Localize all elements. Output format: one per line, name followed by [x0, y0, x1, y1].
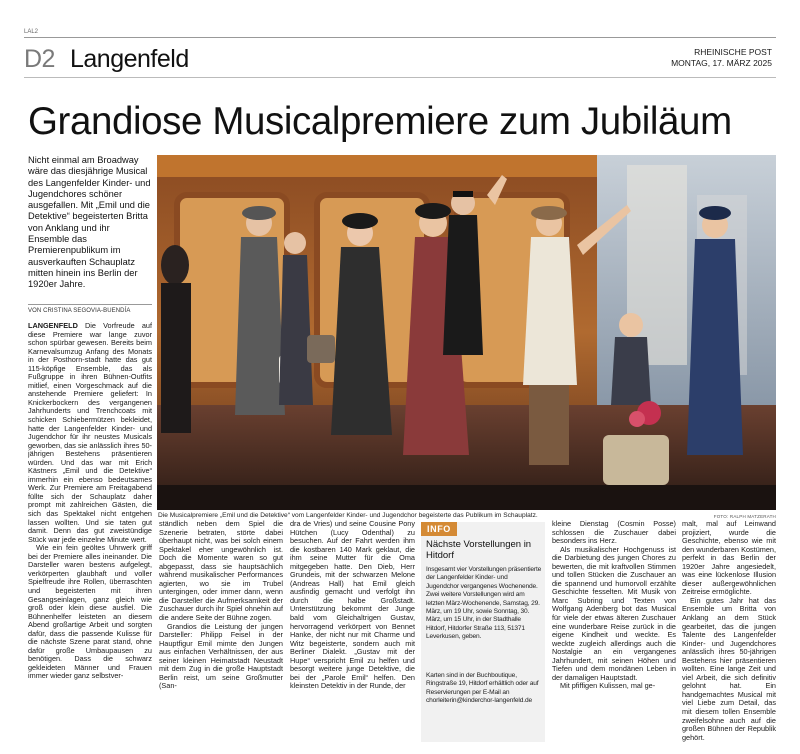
byline-rule: [28, 304, 152, 305]
paragraph: Als musikalischer Hochgenuss ist die Darbietung des jungen Chores zu bewerten, die mit kraftvollen Stimmen und tollen Stücken die Zuschauer an die spannend und humorvoll erzählte Geschichte fesselten. Mit Musik von Marc Subring und Texten von Wolfgang Adenberg bot das Musical für viele der etwas älteren Zuschauer eine wunderbare Reise zurück in die eigene Kindheit und weckte. Es weckte zugleich allerdings auch die Nostalgie an ein vergangenes Jahrhundert, mit seinen Höhen und Tiefen und dem mondänen Leben in der damaligen Hauptstadt.: [552, 544, 676, 682]
paragraph: Ein gutes Jahr hat das Ensemble um Britta von Anklang an dem Stück gearbeitet, das die jungen Talente des Langenfelder Kinder- und Jugendchores anlässlich ihres 50-jährigen Bestehens hier präsentieren wollten. Eine lange Zeit und viel Arbeit, die sich definitiv gelohnt hat. Ein handgemachtes Musical mit viel Liebe zum Detail, das mit diesem tollen Ensemble zweifelsohne auch auf die großen Bühnen der Republik gehört.: [682, 595, 776, 742]
paragraph: Wie ein fein geöltes Uhrwerk griff bei der Premiere alles ineinander. Die Darsteller waren bestens aufgelegt, verkörperten glaubhaft und voller Spielfreude ihre Rollen, überraschten und begeisterten mit ihren Gesangseinlagen, ganz gleich wie groß oder klein diese ausfiel. Die Bühnenhelfer leisteten an diesem Abend großartige Arbeit und sorgten dafür, dass die passende Kulisse für die nächste Szene parat stand, ohne dafür große Umbaupausen zu benötigen. Dass die schwarz gekleideten Männer und Frauen immer wieder ganz selbstver-: [28, 543, 152, 681]
paragraph: kleine Dienstag (Cosmin Posse) schlossen die Zuschauer dabei besonders ins Herz.: [552, 520, 676, 546]
page-code: LAL2: [24, 29, 39, 35]
top-rule: [24, 37, 776, 38]
section-code: D2: [24, 45, 55, 73]
byline: VON CRISTINA SEGOVIA-BUENDÍA: [28, 308, 131, 314]
article-column-1: [28, 322, 152, 742]
photo-caption: Die Musicalpremiere „Emil und die Detektive“ vom Langenfelder Kinder- und Jugendchor begeisterte das Publikum im Schauplatz.: [158, 512, 538, 519]
section-name: Langenfeld: [70, 45, 189, 73]
issue-date: MONTAG, 17. MÄRZ 2025: [671, 58, 772, 68]
article-teaser: Nicht einmal am Broadway wäre das diesjährige Musical des Langenfelder Kinder- und Jugendchores schöner ausgefallen. Mit „Emil und die Detektive“ begeisterten Britta von Anklang und ihr Ensemble das Premierenpublikum im ausverkauften Schauplatz mitten hinein ins Berlin der 1920er Jahre.: [28, 155, 151, 290]
paragraph: Mit pfiffigen Kulissen, mal ge-: [560, 681, 656, 691]
paragraph: malt, mal auf Leinwand projiziert, wurde die Geschichte, ebenso wie mit den wunderbaren Kostümen, perfekt in das Berlin der 1920er Jahre angesiedelt, was eine lückenlose Illusion dieser außergewöhnlichen Zeitreise ermöglichte.: [682, 520, 776, 597]
info-body: Insgesamt vier Vorstellungen präsentierte der Langenfelder Kinder- und Jugendchor vergangenes Wochenende. Zwei weitere Vorstellungen wird am letzten März-Wochenende, Samstag, 29. März, um 19 Uhr, sowie Sonntag, 30. März, um 15 Uhr, in der Stadthalle Hitdorf, Hitdorfer Straße 113, 51371 Leverkusen, geben.: [426, 566, 542, 641]
paragraph-text: Die Vorfreude auf diese Premiere war lange zuvor schon spürbar gewesen. Bereits beim Karnevalsumzug Anfang des Monats in der Posthorn-stadt hatte das gut 115-köpfige Ensemble, das als Fußgruppe in ihren Bühnen-Outfits mitlief, einen Vorgeschmack auf die anstehende Premiere geliefert: In Knickerbockern des vergangenen Jahrhunderts und Trenchcoats mit schicken Schiebermützen bekleidet, hatte der Langenfelder Kinder- und Jugendchor für ihr neustes Musicals geworben, das sie anlässlich ihres 50-jährigen Bestehens präsentieren würden. Und das war mit Erich Kästners „Emil und die Detektive“ immerhin ein ebenso bedeutsames Werk. Zur Premiere am Freitagabend füllte sich der Schauplatz daher prompt mit zahlreichen Gästen, die sich das Spektakel nicht entgehen lassen wollten. Und sie taten gut damit. Denn das gut zweistündige Stück war jede einzelne Minute wert.: [28, 322, 152, 544]
stage-scene-illustration: [157, 155, 776, 510]
article-column-6: [682, 520, 776, 742]
article-column-2: [159, 520, 283, 742]
info-title: Nächste Vorstellungen in Hitdorf: [426, 539, 532, 561]
paper-name: RHEINISCHE POST: [694, 47, 772, 57]
dateline: LANGENFELD: [28, 322, 78, 330]
article-headline: Grandiose Musicalpremiere zum Jubiläum: [28, 100, 732, 143]
article-column-3: [290, 520, 415, 742]
article-column-5: [552, 520, 676, 742]
info-tag: INFO: [421, 522, 457, 536]
paragraph: ständlich neben dem Spiel die Szenerie betraten, störte dabei überhaupt nicht, was bei solch einem Spektakel eher ungewöhnlich ist. Doch die Momente waren so gut abgepasst, dass sie hauptsächlich während musikalischer Performances agierten, wo sie im Trubel untergingen, oder immer dann, wenn die Darsteller die Aufmerksamkeit der Zuschauer durch ihr Spiel ohnehin auf die andere Seite der Bühne zogen.: [159, 520, 283, 623]
info-box: [421, 522, 545, 742]
info-contact: Karten sind in der Buchboutique, Ringstraße 19, Hitdorf erhältlich oder auf Reservierungen per E-Mail an chorleiterin@kinderchor-langenfeld.de: [426, 672, 539, 705]
paragraph: [28, 322, 152, 544]
paragraph: Grandios die Leistung der jungen Darsteller: Philipp Feisel in der Hauptfigur Emil mimte den Jungen aus einfachen Verhältnissen, der aus seiner kleinen Heimatstadt Neustadt mit dem Zug in die große Hauptstadt Berlin reist, um seine Großmutter (San-: [159, 621, 283, 691]
photo-credit: FOTO: RALPH MATZERATH: [713, 514, 776, 519]
stage-photo: [157, 155, 776, 510]
paragraph: dra de Vries) und seine Cousine Pony Hütchen (Lucy Odenthal) zu besuchen. Auf der Fahrt werden ihm die kostbaren 140 Mark geklaut, die ihm seine Mutter für die Oma mitgegeben hatte. Den Dieb, Herr Grundeis, mit der schwarzen Melone (Andreas Hall) hat Emil gleich ausfindig gemacht und verfolgt ihn durch die halbe Großstadt. Unterstützung bekommt der Junge bald vom Gleichaltrigen Gustav, hervorragend verkörpert von Bennet Hanke, der nicht nur mit Charme und Witz begeisterte, sondern auch mit Berliner Dialekt. „Gustav mit der Hupe“ verspricht Emil zu helfen und besorgt weitere junge Detektive, die bei der „Parole Emil“ helfen. Den kleinsten Detektiv in der Runde, der: [290, 520, 415, 691]
header-rule: [24, 77, 776, 78]
